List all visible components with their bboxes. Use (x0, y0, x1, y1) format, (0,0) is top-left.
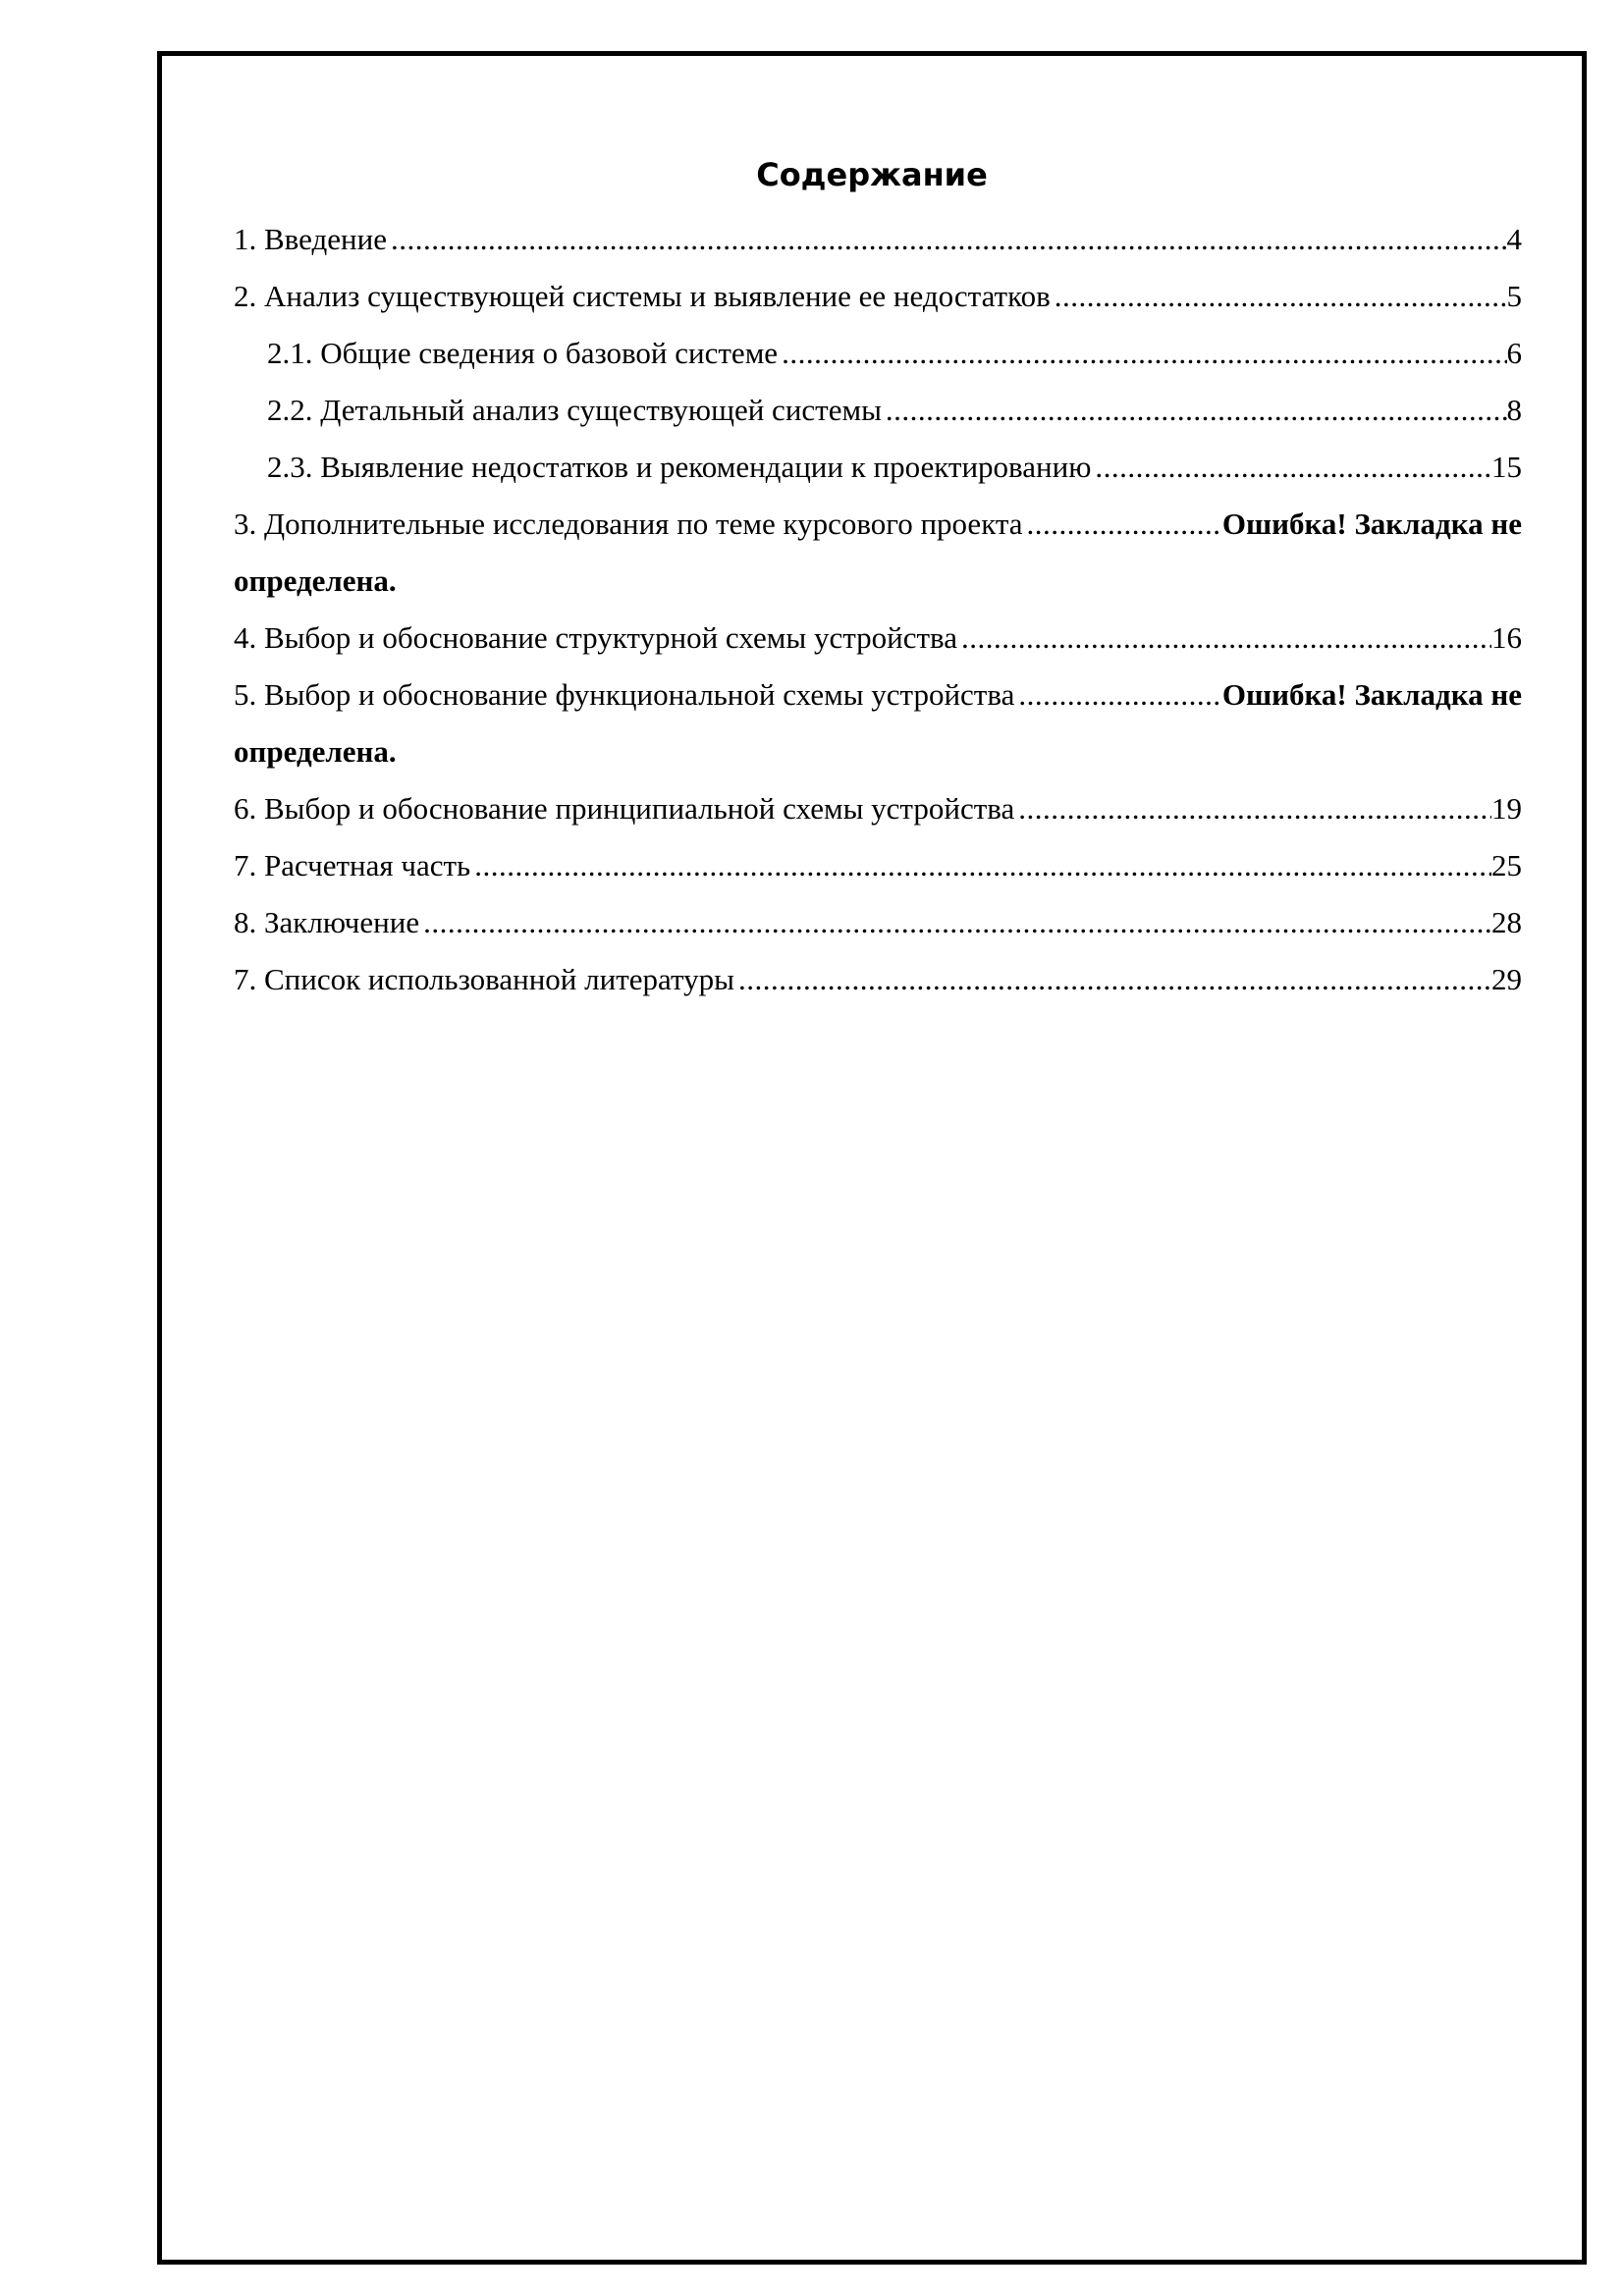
toc-entry-detailed-analysis[interactable] (234, 382, 1522, 439)
dot-leader (882, 382, 1507, 439)
dot-leader (1051, 268, 1507, 325)
toc-entry-schematic-diagram[interactable] (234, 780, 1522, 837)
toc-page-number: 28 (1491, 905, 1522, 939)
toc-entry-conclusion[interactable] (234, 894, 1522, 951)
toc-bookmark-error-continuation: определена. (234, 734, 397, 769)
toc-entry-text: 2.2. Детальный анализ существующей системы (267, 393, 882, 427)
toc-page-number: 16 (1491, 620, 1522, 655)
dot-leader (387, 211, 1507, 268)
toc-page-number: 25 (1491, 848, 1522, 882)
toc-entry-introduction[interactable] (234, 211, 1522, 268)
toc-entry-calculations[interactable] (234, 837, 1522, 894)
dot-leader (1014, 780, 1491, 837)
toc-bookmark-error: Ошибка! Закладка не (1221, 507, 1522, 541)
dot-leader (957, 610, 1491, 667)
toc-entry-text: 8. Заключение (234, 905, 420, 939)
toc-page-number: 19 (1491, 791, 1522, 826)
toc-page-number: 4 (1506, 222, 1522, 256)
dot-leader (778, 325, 1506, 382)
dot-leader (470, 837, 1491, 894)
dot-leader (1091, 439, 1491, 496)
toc-page-number: 8 (1506, 393, 1522, 427)
toc-title: Содержание (756, 156, 988, 193)
dot-leader (1023, 496, 1222, 553)
toc-entry-shortcomings-recommendations[interactable] (234, 439, 1522, 496)
toc-entry-text: 2.1. Общие сведения о базовой системе (267, 336, 779, 370)
toc-entry-functional-scheme[interactable] (234, 667, 1522, 723)
toc-page-number: 15 (1491, 450, 1522, 484)
toc-entry-base-system-overview[interactable] (234, 325, 1522, 382)
toc-page-number: 6 (1506, 336, 1522, 370)
toc-entry-text: 4. Выбор и обоснование структурной схемы устройства (234, 620, 958, 655)
toc-entry-system-analysis[interactable] (234, 268, 1522, 325)
toc-bookmark-error: Ошибка! Закладка не (1221, 677, 1522, 712)
toc-bookmark-error-continuation: определена. (234, 563, 397, 598)
toc-entry-text: 7. Расчетная часть (234, 848, 471, 882)
table-of-contents (234, 211, 1522, 1008)
toc-page-number: 5 (1506, 279, 1522, 313)
toc-entry-text: 3. Дополнительные исследования по теме курсового проекта (234, 507, 1023, 541)
toc-entry-text: 2. Анализ существующей системы и выявление ее недостатков (234, 279, 1051, 313)
toc-entry-structural-scheme[interactable] (234, 610, 1522, 667)
dot-leader (1014, 667, 1221, 723)
toc-entry-references[interactable] (234, 951, 1522, 1008)
toc-entry-additional-research[interactable] (234, 496, 1522, 553)
toc-entry-text: 2.3. Выявление недостатков и рекомендации к проектированию (267, 450, 1092, 484)
toc-entry-text: 7. Список использованной литературы (234, 962, 734, 996)
toc-entry-text: 1. Введение (234, 222, 387, 256)
dot-leader (734, 951, 1491, 1008)
toc-entry-text: 6. Выбор и обоснование принципиальной схемы устройства (234, 791, 1015, 826)
dot-leader (419, 894, 1491, 951)
toc-page-number: 29 (1491, 962, 1522, 996)
toc-entry-text: 5. Выбор и обоснование функциональной схемы устройства (234, 677, 1015, 712)
